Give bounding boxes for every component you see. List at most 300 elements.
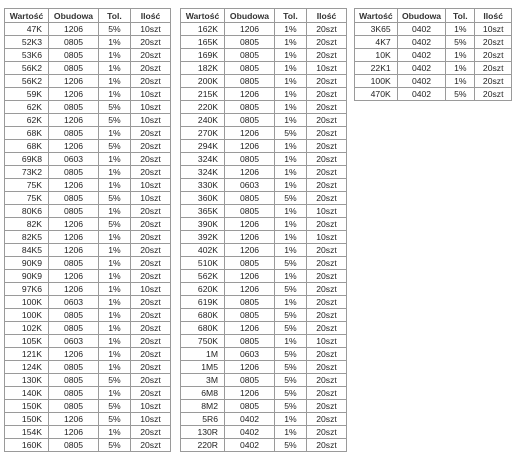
quantity-cell: 20szt xyxy=(131,387,171,400)
package-cell: 1206 xyxy=(49,114,99,127)
table-row xyxy=(5,101,171,114)
tolerance-cell: 1% xyxy=(99,387,131,400)
value-cell: 330K xyxy=(181,179,225,192)
package-cell: 1206 xyxy=(225,140,275,153)
package-cell: 1206 xyxy=(49,218,99,231)
value-cell: 69K8 xyxy=(5,153,49,166)
table-row xyxy=(181,257,347,270)
package-cell: 0603 xyxy=(49,153,99,166)
tolerance-cell: 5% xyxy=(99,114,131,127)
tolerance-cell: 1% xyxy=(99,296,131,309)
value-cell: 124K xyxy=(5,361,49,374)
value-cell: 750K xyxy=(181,335,225,348)
value-cell: 6M8 xyxy=(181,387,225,400)
table-row xyxy=(181,270,347,283)
quantity-cell: 20szt xyxy=(475,75,512,88)
quantity-cell: 20szt xyxy=(131,205,171,218)
tolerance-cell: 1% xyxy=(275,426,307,439)
tolerance-cell: 1% xyxy=(99,426,131,439)
table-row xyxy=(181,166,347,179)
package-header: Obudowa xyxy=(397,9,446,23)
tolerance-cell: 5% xyxy=(275,374,307,387)
quantity-cell: 10szt xyxy=(131,192,171,205)
package-cell: 1206 xyxy=(49,270,99,283)
tolerance-cell: 1% xyxy=(99,166,131,179)
value-cell: 68K xyxy=(5,127,49,140)
value-cell: 100K xyxy=(5,296,49,309)
value-cell: 75K xyxy=(5,192,49,205)
tolerance-cell: 1% xyxy=(99,127,131,140)
table-row xyxy=(181,335,347,348)
package-cell: 0805 xyxy=(225,49,275,62)
value-header: Wartość xyxy=(5,9,49,23)
table-header-row xyxy=(355,9,512,23)
tolerance-cell: 1% xyxy=(99,205,131,218)
tolerance-cell: 1% xyxy=(275,114,307,127)
value-cell: 360K xyxy=(181,192,225,205)
quantity-cell: 20szt xyxy=(475,88,512,101)
quantity-cell: 20szt xyxy=(307,309,347,322)
value-cell: 56K2 xyxy=(5,62,49,75)
tolerance-cell: 5% xyxy=(446,88,475,101)
quantity-cell: 10szt xyxy=(131,114,171,127)
package-cell: 0805 xyxy=(225,296,275,309)
quantity-cell: 20szt xyxy=(307,179,347,192)
package-cell: 0805 xyxy=(225,192,275,205)
value-cell: 150K xyxy=(5,413,49,426)
value-cell: 130R xyxy=(181,426,225,439)
tolerance-cell: 1% xyxy=(275,205,307,218)
package-cell: 0805 xyxy=(49,36,99,49)
table-row xyxy=(5,127,171,140)
package-cell: 0805 xyxy=(49,309,99,322)
package-cell: 1206 xyxy=(49,88,99,101)
quantity-cell: 20szt xyxy=(307,166,347,179)
package-cell: 0402 xyxy=(397,23,446,36)
table-row xyxy=(181,153,347,166)
tolerance-cell: 1% xyxy=(275,23,307,36)
package-cell: 0805 xyxy=(225,309,275,322)
tolerance-cell: 5% xyxy=(275,348,307,361)
value-cell: 182K xyxy=(181,62,225,75)
table-row xyxy=(5,400,171,413)
value-cell: 4K7 xyxy=(355,36,398,49)
value-cell: 620K xyxy=(181,283,225,296)
tolerance-cell: 1% xyxy=(99,244,131,257)
table-row xyxy=(5,413,171,426)
quantity-cell: 20szt xyxy=(307,322,347,335)
value-cell: 90K9 xyxy=(5,270,49,283)
quantity-cell: 20szt xyxy=(131,270,171,283)
package-cell: 0805 xyxy=(225,75,275,88)
table-row xyxy=(181,361,347,374)
value-cell: 165K xyxy=(181,36,225,49)
value-cell: 169K xyxy=(181,49,225,62)
table-row xyxy=(355,23,512,36)
table-row xyxy=(5,75,171,88)
tolerance-header: Tol. xyxy=(99,9,131,23)
value-cell: 82K5 xyxy=(5,231,49,244)
quantity-cell: 20szt xyxy=(307,296,347,309)
table-row xyxy=(5,257,171,270)
package-cell: 0805 xyxy=(49,400,99,413)
quantity-cell: 10szt xyxy=(307,335,347,348)
quantity-cell: 20szt xyxy=(307,88,347,101)
value-cell: 240K xyxy=(181,114,225,127)
value-cell: 324K xyxy=(181,153,225,166)
value-cell: 1M xyxy=(181,348,225,361)
tolerance-cell: 5% xyxy=(275,361,307,374)
value-cell: 510K xyxy=(181,257,225,270)
value-cell: 53K6 xyxy=(5,49,49,62)
quantity-cell: 20szt xyxy=(131,218,171,231)
tolerance-cell: 5% xyxy=(99,23,131,36)
quantity-cell: 20szt xyxy=(131,231,171,244)
table-row xyxy=(5,374,171,387)
table-row xyxy=(5,62,171,75)
table-row xyxy=(181,244,347,257)
package-cell: 0805 xyxy=(225,257,275,270)
tolerance-cell: 1% xyxy=(99,179,131,192)
quantity-cell: 20szt xyxy=(307,400,347,413)
tolerance-cell: 1% xyxy=(99,348,131,361)
quantity-cell: 10szt xyxy=(131,88,171,101)
tolerance-cell: 1% xyxy=(275,270,307,283)
resistor-table-1 xyxy=(4,8,171,452)
package-cell: 0402 xyxy=(397,49,446,62)
table-row xyxy=(5,387,171,400)
quantity-cell: 20szt xyxy=(307,36,347,49)
package-cell: 0805 xyxy=(225,36,275,49)
package-cell: 0805 xyxy=(225,205,275,218)
quantity-cell: 20szt xyxy=(307,439,347,452)
quantity-cell: 20szt xyxy=(307,49,347,62)
tolerance-cell: 1% xyxy=(446,23,475,36)
table-row xyxy=(181,439,347,452)
quantity-cell: 20szt xyxy=(307,153,347,166)
value-cell: 73K2 xyxy=(5,166,49,179)
package-cell: 1206 xyxy=(225,23,275,36)
value-cell: 150K xyxy=(5,400,49,413)
table-row xyxy=(5,36,171,49)
quantity-cell: 20szt xyxy=(131,439,171,452)
table-row xyxy=(355,88,512,101)
table-row xyxy=(5,296,171,309)
package-cell: 0805 xyxy=(49,374,99,387)
tolerance-cell: 1% xyxy=(275,36,307,49)
quantity-cell: 20szt xyxy=(307,270,347,283)
quantity-cell: 20szt xyxy=(307,192,347,205)
tolerance-cell: 1% xyxy=(275,140,307,153)
table-row xyxy=(355,75,512,88)
table-row xyxy=(181,374,347,387)
package-cell: 0805 xyxy=(49,322,99,335)
value-cell: 10K xyxy=(355,49,398,62)
quantity-cell: 20szt xyxy=(131,166,171,179)
value-cell: 68K xyxy=(5,140,49,153)
value-cell: 154K xyxy=(5,426,49,439)
package-cell: 0603 xyxy=(49,335,99,348)
quantity-cell: 20szt xyxy=(131,322,171,335)
value-cell: 402K xyxy=(181,244,225,257)
package-cell: 0402 xyxy=(397,75,446,88)
quantity-cell: 20szt xyxy=(307,413,347,426)
table-row xyxy=(5,114,171,127)
table-row xyxy=(181,101,347,114)
table-row xyxy=(5,283,171,296)
package-cell: 1206 xyxy=(49,348,99,361)
tolerance-cell: 1% xyxy=(275,62,307,75)
tolerance-cell: 1% xyxy=(99,283,131,296)
table-row xyxy=(181,400,347,413)
table-row xyxy=(5,348,171,361)
tolerance-cell: 1% xyxy=(275,153,307,166)
package-header: Obudowa xyxy=(225,9,275,23)
table-row xyxy=(181,114,347,127)
table-row xyxy=(181,127,347,140)
table-row xyxy=(5,361,171,374)
table-row xyxy=(5,270,171,283)
value-cell: 200K xyxy=(181,75,225,88)
value-cell: 324K xyxy=(181,166,225,179)
tolerance-cell: 1% xyxy=(99,49,131,62)
package-cell: 1206 xyxy=(225,218,275,231)
value-cell: 121K xyxy=(5,348,49,361)
value-cell: 62K xyxy=(5,114,49,127)
quantity-cell: 10szt xyxy=(131,400,171,413)
tolerance-cell: 5% xyxy=(99,413,131,426)
tolerance-cell: 1% xyxy=(275,49,307,62)
table-header-row xyxy=(5,9,171,23)
quantity-cell: 10szt xyxy=(131,413,171,426)
tolerance-cell: 1% xyxy=(99,62,131,75)
value-cell: 80K6 xyxy=(5,205,49,218)
resistor-table-2 xyxy=(180,8,347,452)
tolerance-cell: 1% xyxy=(275,296,307,309)
tolerance-cell: 5% xyxy=(275,309,307,322)
quantity-cell: 20szt xyxy=(307,75,347,88)
table-row xyxy=(181,75,347,88)
tolerance-cell: 1% xyxy=(99,257,131,270)
tolerance-cell: 1% xyxy=(446,75,475,88)
tolerance-cell: 1% xyxy=(99,231,131,244)
value-cell: 75K xyxy=(5,179,49,192)
package-cell: 0805 xyxy=(225,400,275,413)
tolerance-header: Tol. xyxy=(446,9,475,23)
value-cell: 8M2 xyxy=(181,400,225,413)
tolerance-cell: 5% xyxy=(99,374,131,387)
table-row xyxy=(181,62,347,75)
tolerance-cell: 5% xyxy=(99,101,131,114)
package-cell: 1206 xyxy=(225,361,275,374)
quantity-cell: 10szt xyxy=(475,23,512,36)
tolerance-cell: 1% xyxy=(275,75,307,88)
quantity-cell: 20szt xyxy=(131,361,171,374)
package-cell: 1206 xyxy=(49,413,99,426)
value-cell: 59K xyxy=(5,88,49,101)
quantity-cell: 20szt xyxy=(475,62,512,75)
quantity-cell: 20szt xyxy=(307,244,347,257)
tolerance-cell: 5% xyxy=(275,400,307,413)
package-cell: 0402 xyxy=(397,88,446,101)
tolerance-cell: 1% xyxy=(99,309,131,322)
package-cell: 1206 xyxy=(49,179,99,192)
package-cell: 1206 xyxy=(225,387,275,400)
package-cell: 0805 xyxy=(49,62,99,75)
value-cell: 22K1 xyxy=(355,62,398,75)
table-row xyxy=(181,205,347,218)
table-row xyxy=(181,49,347,62)
package-cell: 1206 xyxy=(49,23,99,36)
quantity-cell: 20szt xyxy=(307,387,347,400)
package-cell: 0805 xyxy=(49,257,99,270)
value-cell: 1M5 xyxy=(181,361,225,374)
tolerance-cell: 5% xyxy=(275,283,307,296)
package-cell: 1206 xyxy=(225,244,275,257)
package-cell: 0805 xyxy=(225,101,275,114)
value-cell: 100K xyxy=(5,309,49,322)
package-cell: 0805 xyxy=(225,153,275,166)
package-cell: 1206 xyxy=(49,231,99,244)
table-row xyxy=(5,88,171,101)
table-row xyxy=(355,49,512,62)
tolerance-cell: 1% xyxy=(275,179,307,192)
quantity-cell: 20szt xyxy=(475,36,512,49)
quantity-cell: 20szt xyxy=(131,348,171,361)
value-cell: 140K xyxy=(5,387,49,400)
value-cell: 5R6 xyxy=(181,413,225,426)
package-cell: 0603 xyxy=(49,296,99,309)
package-cell: 0805 xyxy=(49,192,99,205)
package-cell: 1206 xyxy=(49,75,99,88)
value-header: Wartość xyxy=(355,9,398,23)
value-header: Wartość xyxy=(181,9,225,23)
package-cell: 1206 xyxy=(49,244,99,257)
package-cell: 0805 xyxy=(49,49,99,62)
table-row xyxy=(5,192,171,205)
tolerance-cell: 5% xyxy=(275,257,307,270)
resistor-table-3 xyxy=(354,8,512,101)
quantity-cell: 10szt xyxy=(131,283,171,296)
value-cell: 365K xyxy=(181,205,225,218)
value-cell: 294K xyxy=(181,140,225,153)
quantity-cell: 10szt xyxy=(307,62,347,75)
table-row xyxy=(181,322,347,335)
tolerance-cell: 5% xyxy=(446,36,475,49)
table-row xyxy=(181,179,347,192)
value-cell: 97K6 xyxy=(5,283,49,296)
quantity-cell: 20szt xyxy=(131,309,171,322)
tolerance-cell: 1% xyxy=(275,413,307,426)
package-cell: 0805 xyxy=(225,374,275,387)
tolerance-cell: 1% xyxy=(275,166,307,179)
quantity-header: Ilość xyxy=(307,9,347,23)
tolerance-cell: 5% xyxy=(275,322,307,335)
package-cell: 0805 xyxy=(49,127,99,140)
table-row xyxy=(181,413,347,426)
quantity-cell: 20szt xyxy=(307,23,347,36)
value-cell: 392K xyxy=(181,231,225,244)
value-cell: 84K5 xyxy=(5,244,49,257)
tolerance-cell: 1% xyxy=(99,322,131,335)
value-cell: 160K xyxy=(5,439,49,452)
table-row xyxy=(181,387,347,400)
value-cell: 220K xyxy=(181,101,225,114)
package-cell: 0402 xyxy=(397,62,446,75)
table-row xyxy=(5,140,171,153)
quantity-cell: 20szt xyxy=(131,140,171,153)
table-row xyxy=(5,166,171,179)
tolerance-cell: 1% xyxy=(275,101,307,114)
quantity-cell: 20szt xyxy=(307,426,347,439)
value-cell: 3K65 xyxy=(355,23,398,36)
quantity-cell: 20szt xyxy=(307,218,347,231)
package-cell: 1206 xyxy=(49,283,99,296)
value-cell: 90K9 xyxy=(5,257,49,270)
table-row xyxy=(181,218,347,231)
table-row xyxy=(5,23,171,36)
value-cell: 3M xyxy=(181,374,225,387)
table-row xyxy=(5,179,171,192)
package-cell: 0402 xyxy=(225,426,275,439)
tolerance-cell: 1% xyxy=(275,335,307,348)
package-cell: 0805 xyxy=(49,387,99,400)
value-cell: 162K xyxy=(181,23,225,36)
package-cell: 0805 xyxy=(49,166,99,179)
package-cell: 0603 xyxy=(225,179,275,192)
tolerance-cell: 5% xyxy=(275,192,307,205)
tolerance-cell: 1% xyxy=(275,218,307,231)
package-cell: 0805 xyxy=(49,439,99,452)
table-row xyxy=(5,49,171,62)
table-header-row xyxy=(181,9,347,23)
package-cell: 1206 xyxy=(225,231,275,244)
tolerance-cell: 5% xyxy=(275,439,307,452)
tolerance-cell: 1% xyxy=(99,75,131,88)
tolerance-cell: 1% xyxy=(99,36,131,49)
quantity-cell: 20szt xyxy=(131,335,171,348)
value-cell: 680K xyxy=(181,322,225,335)
tolerance-cell: 5% xyxy=(99,218,131,231)
quantity-cell: 10szt xyxy=(307,205,347,218)
quantity-cell: 20szt xyxy=(131,127,171,140)
table-row xyxy=(5,335,171,348)
quantity-cell: 20szt xyxy=(307,348,347,361)
package-cell: 0402 xyxy=(397,36,446,49)
table-row xyxy=(5,153,171,166)
quantity-cell: 20szt xyxy=(307,257,347,270)
table-row xyxy=(5,309,171,322)
tolerance-cell: 5% xyxy=(99,400,131,413)
value-cell: 47K xyxy=(5,23,49,36)
table-row xyxy=(181,192,347,205)
package-cell: 1206 xyxy=(225,283,275,296)
package-cell: 1206 xyxy=(225,127,275,140)
quantity-cell: 10szt xyxy=(131,101,171,114)
table-row xyxy=(181,23,347,36)
value-cell: 619K xyxy=(181,296,225,309)
quantity-cell: 20szt xyxy=(131,49,171,62)
package-cell: 1206 xyxy=(225,88,275,101)
package-cell: 0805 xyxy=(49,101,99,114)
value-cell: 270K xyxy=(181,127,225,140)
table-row xyxy=(181,231,347,244)
package-cell: 1206 xyxy=(225,166,275,179)
tolerance-cell: 1% xyxy=(446,62,475,75)
quantity-cell: 20szt xyxy=(131,374,171,387)
quantity-cell: 20szt xyxy=(475,49,512,62)
quantity-cell: 20szt xyxy=(307,283,347,296)
